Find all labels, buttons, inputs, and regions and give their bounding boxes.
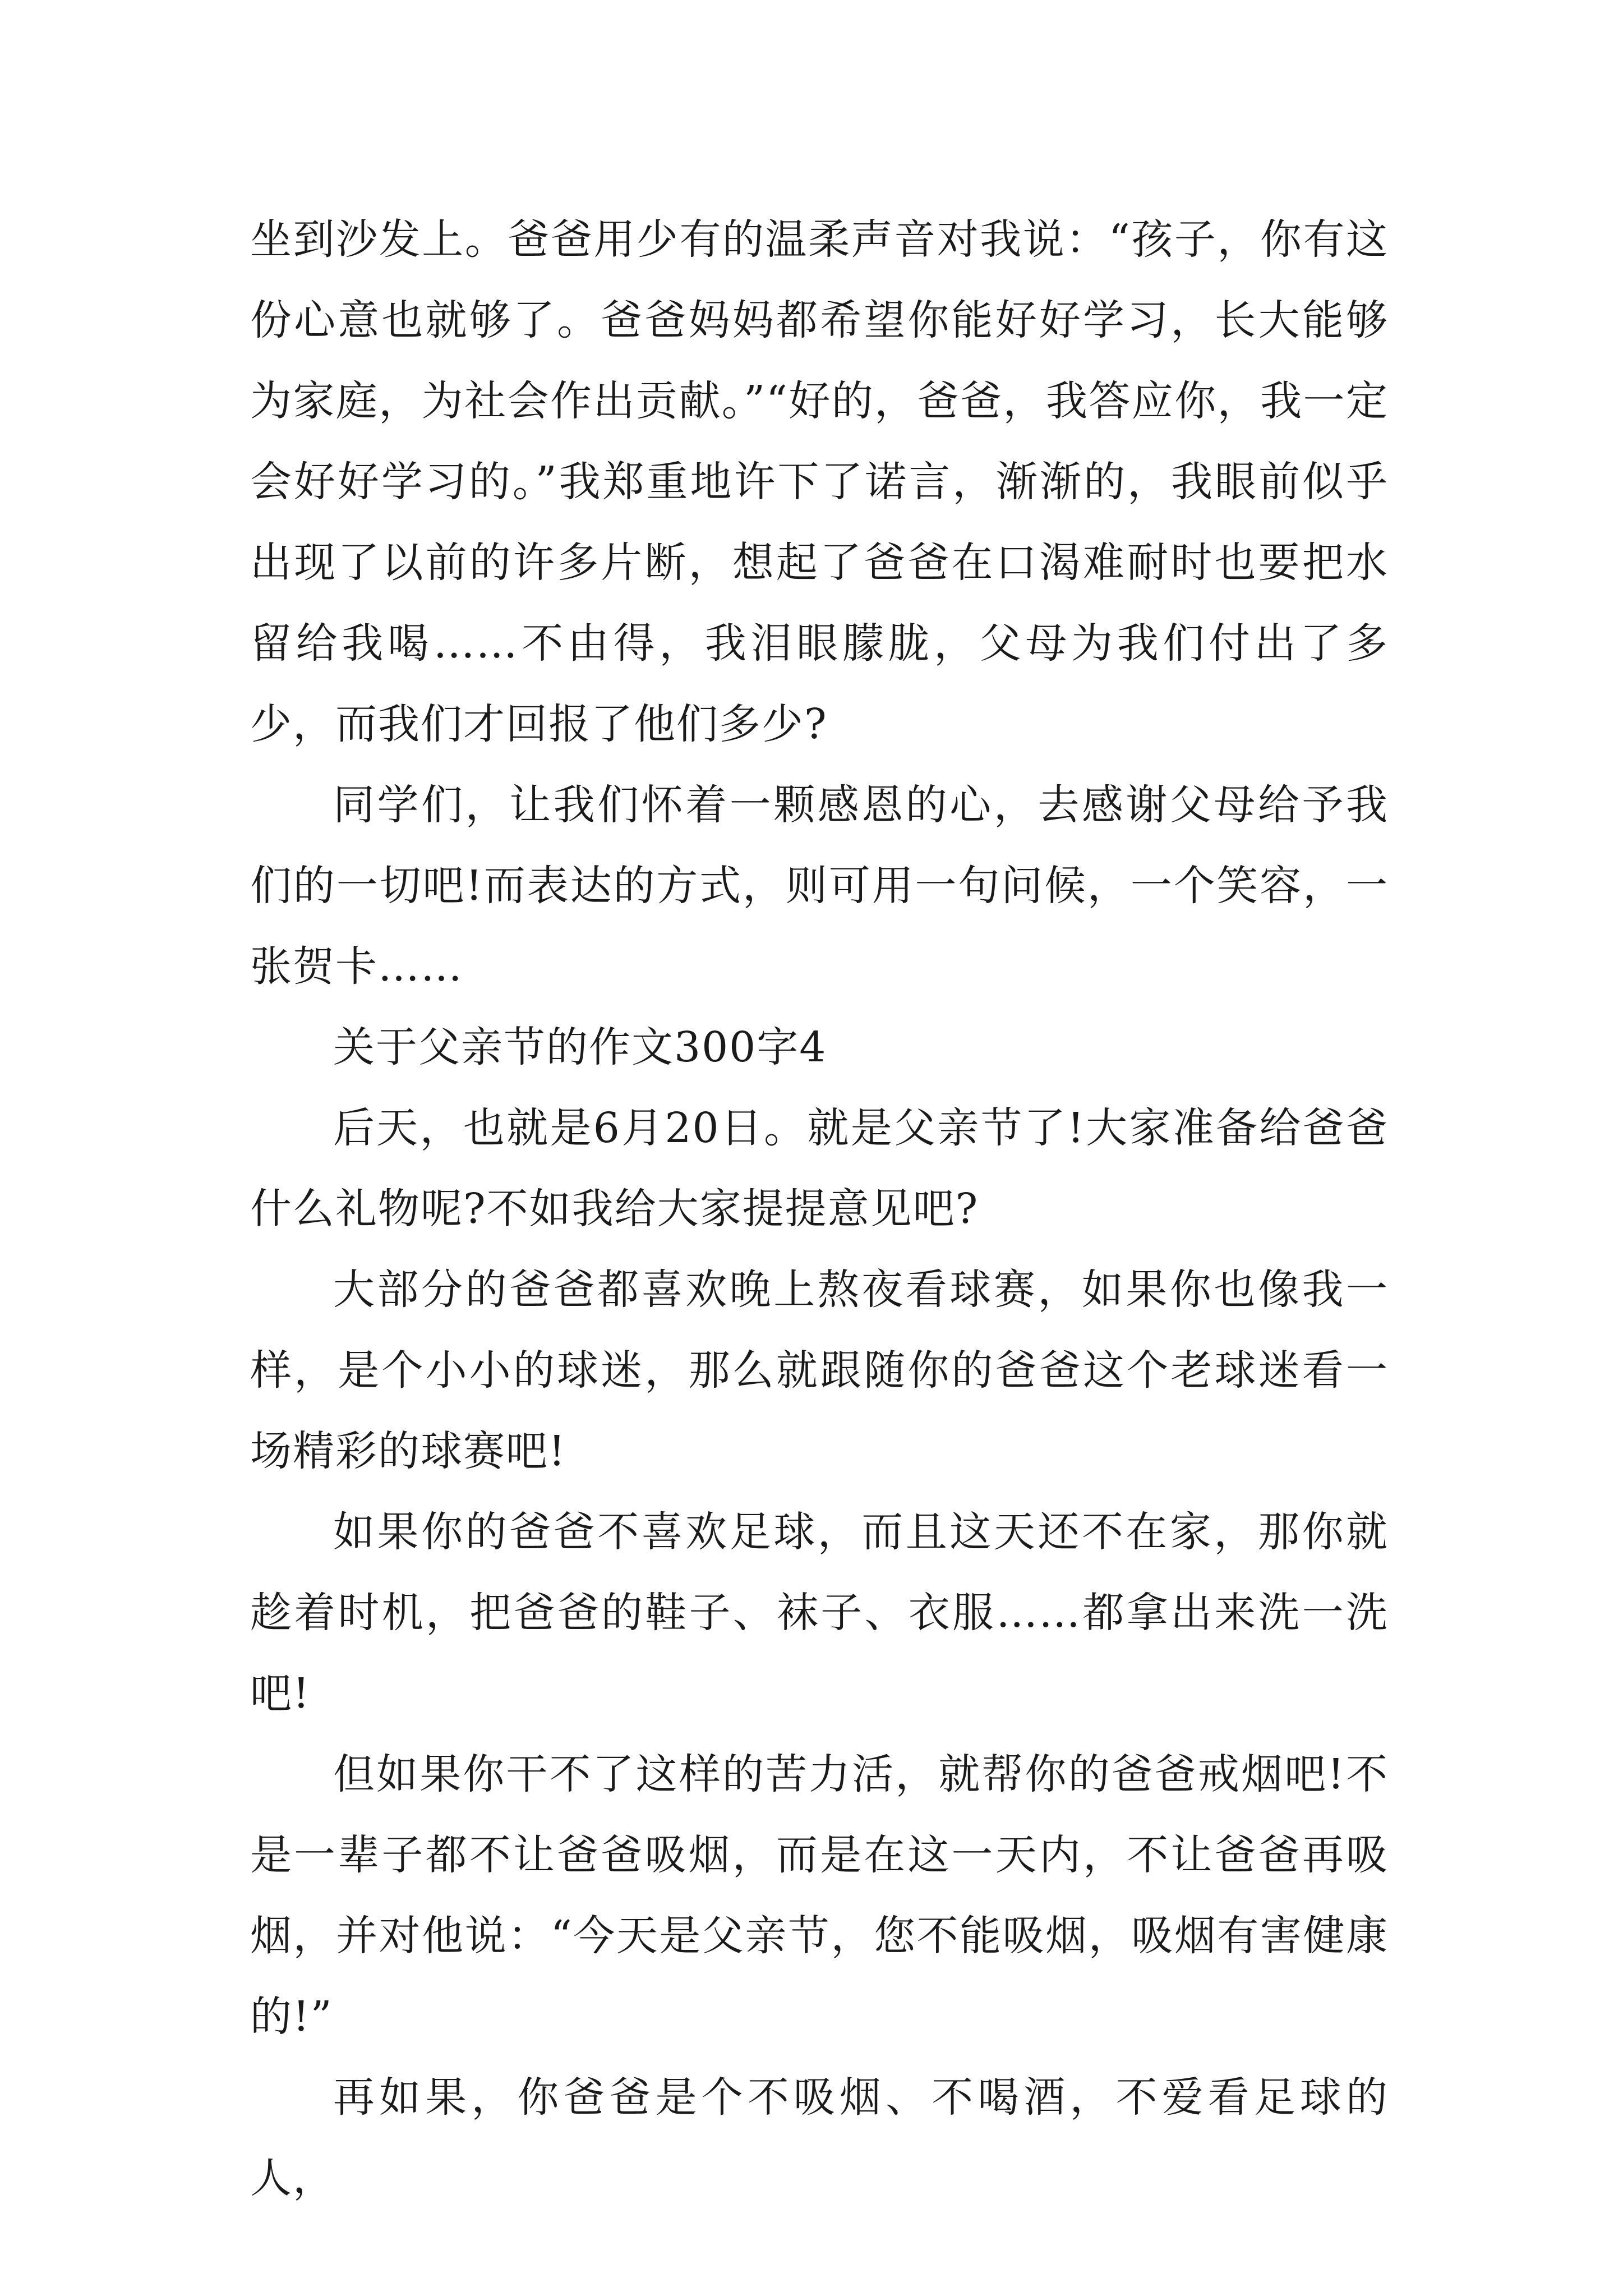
- paragraph-smoking: 但如果你干不了这样的苦力活，就帮你的爸爸戒烟吧!不是一辈子都不让爸爸吸烟，而是在这一天内，不让爸爸再吸烟，并对他说：“今天是父亲节，您不能吸烟，吸烟有害健康的!”: [250, 1750, 1389, 2041]
- paragraph-continuation: 坐到沙发上。爸爸用少有的温柔声音对我说：“孩子，你有这份心意也就够了。爸爸妈妈都希望你能好好学习，长大能够为家庭，为社会作出贡献。”“好的，爸爸，我答应你，我一定会好好学习的。”我郑重地许下了诺言，渐渐的，我眼前似乎出现了以前的许多片断，想起了爸爸在口渴难耐时也要把水留给我喝……不由得，我泪眼朦胧，父母为我们付出了多少，而我们才回报了他们多少?: [250, 215, 1389, 748]
- paragraph-football: 大部分的爸爸都喜欢晚上熬夜看球赛，如果你也像我一样，是个小小的球迷，那么就跟随你的爸爸这个老球迷看一场精彩的球赛吧!: [250, 1266, 1389, 1475]
- paragraph-gratitude: 同学们，让我们怀着一颗感恩的心，去感谢父母给予我们的一切吧!而表达的方式，则可用一句问候，一个笑容，一张贺卡……: [250, 781, 1389, 991]
- document-body: [250, 199, 1389, 2219]
- essay-title: 关于父亲节的作文300字4: [333, 1023, 827, 1071]
- paragraph-final: 再如果，你爸爸是个不吸烟、不喝酒，不爱看足球的人，: [250, 2073, 1389, 2202]
- paragraph-fathers-day-date: 后天，也就是6月20日。就是父亲节了!大家准备给爸爸什么礼物呢?不如我给大家提提意见吧?: [250, 1104, 1389, 1233]
- paragraph-laundry: 如果你的爸爸不喜欢足球，而且这天还不在家，那你就趁着时机，把爸爸的鞋子、袜子、衣服……都拿出来洗一洗吧!: [250, 1508, 1389, 1718]
